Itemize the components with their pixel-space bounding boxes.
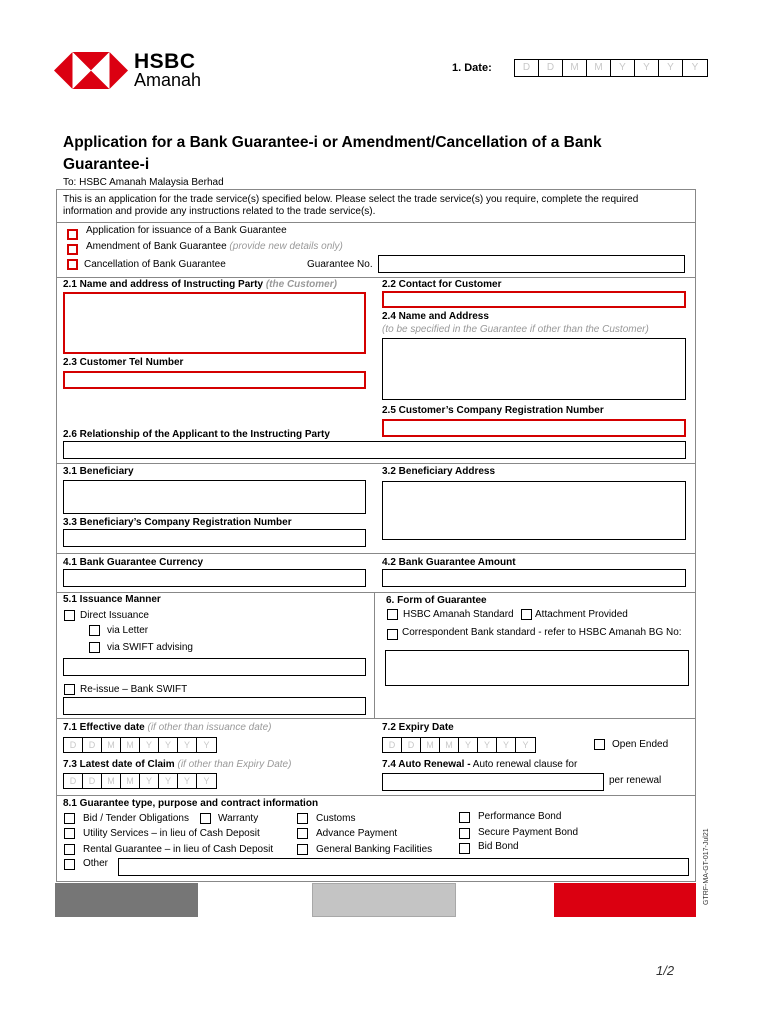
date-cell: Y — [478, 738, 497, 752]
date-cell: M — [440, 738, 459, 752]
divider — [56, 277, 696, 278]
correspondent-checkbox[interactable] — [387, 629, 398, 640]
form-code: GTRF-MA-GT-017-Jul21 — [703, 828, 710, 905]
f21-label: 2.1 Name and address of Instructing Party (the Customer) — [63, 279, 337, 290]
dark-grey-button[interactable] — [55, 883, 198, 917]
f42-label: 4.2 Bank Guarantee Amount — [382, 557, 516, 568]
date-label: 1. Date: — [452, 62, 492, 74]
guarantee-no-label: Guarantee No. — [307, 259, 373, 270]
hsbc-hexagon-logo — [54, 52, 128, 89]
date-input[interactable] — [514, 59, 708, 77]
cancellation-label: Cancellation of Bank Guarantee — [84, 259, 226, 270]
beneficiary-reg-input[interactable] — [63, 529, 366, 547]
f51-label: 5.1 Issuance Manner — [63, 594, 161, 605]
effective-date-input[interactable] — [63, 737, 217, 753]
customer-contact-input[interactable] — [382, 291, 686, 308]
date-cell: D — [539, 60, 563, 76]
date-cell: Y — [659, 60, 683, 76]
logo-text-hsbc: HSBC — [134, 50, 196, 73]
divider — [56, 592, 696, 593]
relationship-input[interactable] — [63, 441, 686, 459]
reissue-input[interactable] — [63, 697, 366, 715]
rental-label: Rental Guarantee – in lieu of Cash Deposit — [83, 844, 274, 855]
f72-label: 7.2 Expiry Date — [382, 722, 454, 733]
correspondent-label: Correspondent Bank standard - refer to HSBC Amanah BG No: — [402, 627, 682, 638]
issuance-checkbox[interactable] — [67, 229, 78, 240]
divider — [56, 718, 696, 719]
attachment-checkbox[interactable] — [521, 609, 532, 620]
date-cell: M — [563, 60, 587, 76]
red-button[interactable] — [554, 883, 696, 917]
direct-issuance-checkbox[interactable] — [64, 610, 75, 621]
standard-label: HSBC Amanah Standard — [403, 609, 514, 620]
date-cell: D — [64, 738, 83, 752]
warranty-label: Warranty — [218, 813, 259, 824]
open-ended-label: Open Ended — [612, 739, 669, 750]
standard-checkbox[interactable] — [387, 609, 398, 620]
date-cell: D — [515, 60, 539, 76]
divider — [56, 795, 696, 796]
date-cell: D — [83, 774, 102, 788]
warranty-checkbox[interactable] — [200, 813, 211, 824]
date-cell: Y — [178, 738, 197, 752]
advance-payment-checkbox[interactable] — [297, 828, 308, 839]
bg-number-input[interactable] — [385, 650, 689, 686]
direct-issuance-label: Direct Issuance — [80, 610, 149, 621]
per-renewal-label: per renewal — [609, 775, 662, 786]
bid-bond-checkbox[interactable] — [459, 843, 470, 854]
f25-label: 2.5 Customer’s Company Registration Number — [382, 405, 604, 416]
open-ended-checkbox[interactable] — [594, 739, 605, 750]
auto-renewal-input[interactable] — [382, 773, 604, 791]
date-cell: D — [64, 774, 83, 788]
name-address-input[interactable] — [382, 338, 686, 400]
divider — [374, 592, 375, 718]
page-number: 1/2 — [656, 963, 675, 978]
issuance-details-input[interactable] — [63, 658, 366, 676]
date-cell: D — [383, 738, 402, 752]
f23-label: 2.3 Customer Tel Number — [63, 357, 184, 368]
date-cell: Y — [522, 740, 529, 750]
date-cell: M — [587, 60, 611, 76]
secure-payment-checkbox[interactable] — [459, 828, 470, 839]
other-input[interactable] — [118, 858, 689, 876]
f32-label: 3.2 Beneficiary Address — [382, 466, 496, 477]
currency-input[interactable] — [63, 569, 366, 587]
via-swift-checkbox[interactable] — [89, 642, 100, 653]
other-checkbox[interactable] — [64, 859, 75, 870]
date-cell: Y — [178, 774, 197, 788]
date-cell: D — [402, 738, 421, 752]
general-banking-label: General Banking Facilities — [316, 844, 433, 855]
date-cell: Y — [611, 60, 635, 76]
intro-text: This is an application for the trade service(s) specified below. Please select the trade service(s) you require, complete the required — [63, 194, 639, 205]
customer-tel-input[interactable] — [63, 371, 366, 389]
date-cell: Y — [140, 738, 159, 752]
f26-label: 2.6 Relationship of the Applicant to the Instructing Party — [63, 429, 330, 440]
attachment-label: Attachment Provided — [535, 609, 628, 620]
reissue-checkbox[interactable] — [64, 684, 75, 695]
beneficiary-address-input[interactable] — [382, 481, 686, 540]
customs-checkbox[interactable] — [297, 813, 308, 824]
date-cell: Y — [140, 774, 159, 788]
f74-label: 7.4 Auto Renewal - Auto renewal clause for — [382, 759, 578, 770]
f24-label: 2.4 Name and Address — [382, 311, 489, 322]
f41-label: 4.1 Bank Guarantee Currency — [63, 557, 204, 568]
bid-tender-label: Bid / Tender Obligations — [83, 813, 189, 824]
date-cell: Y — [459, 738, 478, 752]
date-cell: Y — [159, 774, 178, 788]
date-cell: Y — [159, 738, 178, 752]
company-reg-input[interactable] — [382, 419, 686, 437]
logo-text-amanah: Amanah — [134, 70, 202, 90]
intro-text: information and provide any instructions related to the trade service(s). — [63, 206, 376, 217]
f24-note: (to be specified in the Guarantee if other than the Customer) — [382, 324, 649, 335]
f81-label: 8.1 Guarantee type, purpose and contract information — [63, 798, 319, 809]
divider — [56, 222, 696, 223]
guarantee-no-input[interactable] — [378, 255, 685, 273]
form-title: Application for a Bank Guarantee-i or Amendment/Cancellation of a Bank Guarantee-i — [63, 134, 602, 173]
performance-bond-checkbox[interactable] — [459, 812, 470, 823]
f71-label: 7.1 Effective date (if other than issuance date) — [63, 722, 272, 733]
bid-tender-checkbox[interactable] — [64, 813, 75, 824]
date-cell: Y — [203, 776, 210, 786]
utility-label: Utility Services – in lieu of Cash Deposit — [83, 828, 260, 839]
bid-bond-label: Bid Bond — [478, 841, 519, 852]
beneficiary-input[interactable] — [63, 480, 366, 514]
rental-checkbox[interactable] — [64, 844, 75, 855]
reissue-label: Re-issue – Bank SWIFT — [80, 684, 188, 695]
via-letter-label: via Letter — [107, 625, 149, 636]
date-cell: D — [83, 738, 102, 752]
issuance-label: Application for issuance of a Bank Guarantee — [86, 225, 287, 236]
divider — [56, 463, 696, 464]
customs-label: Customs — [316, 813, 356, 824]
other-label: Other — [83, 858, 109, 869]
advance-payment-label: Advance Payment — [316, 828, 398, 839]
date-cell: Y — [203, 740, 210, 750]
via-letter-checkbox[interactable] — [89, 625, 100, 636]
cancellation-checkbox[interactable] — [67, 259, 78, 270]
f73-label: 7.3 Latest date of Claim (if other than Expiry Date) — [63, 759, 292, 770]
f31-label: 3.1 Beneficiary — [63, 466, 134, 477]
date-cell: M — [421, 738, 440, 752]
performance-bond-label: Performance Bond — [478, 811, 562, 822]
date-cell: M — [121, 774, 140, 788]
divider — [56, 553, 696, 554]
date-cell: M — [102, 738, 121, 752]
secure-payment-label: Secure Payment Bond — [478, 827, 579, 838]
amendment-label: Amendment of Bank Guarantee (provide new details only) — [86, 241, 343, 252]
instructing-party-input[interactable] — [63, 292, 366, 354]
date-cell: Y — [635, 60, 659, 76]
f33-label: 3.3 Beneficiary’s Company Registration Number — [63, 517, 292, 528]
addressee-line: To: HSBC Amanah Malaysia Berhad — [63, 177, 224, 188]
amendment-checkbox[interactable] — [67, 244, 78, 255]
amount-input[interactable] — [382, 569, 686, 587]
f6-label: 6. Form of Guarantee — [386, 595, 487, 606]
claim-date-input[interactable] — [63, 773, 217, 789]
f22-label: 2.2 Contact for Customer — [382, 279, 502, 290]
date-cell: Y — [497, 738, 516, 752]
via-swift-label: via SWIFT advising — [107, 642, 193, 653]
expiry-date-input[interactable] — [382, 737, 536, 753]
light-grey-button[interactable] — [312, 883, 456, 917]
date-cell: Y — [691, 62, 699, 73]
date-cell: M — [102, 774, 121, 788]
utility-checkbox[interactable] — [64, 828, 75, 839]
date-cell: M — [121, 738, 140, 752]
general-banking-checkbox[interactable] — [297, 844, 308, 855]
